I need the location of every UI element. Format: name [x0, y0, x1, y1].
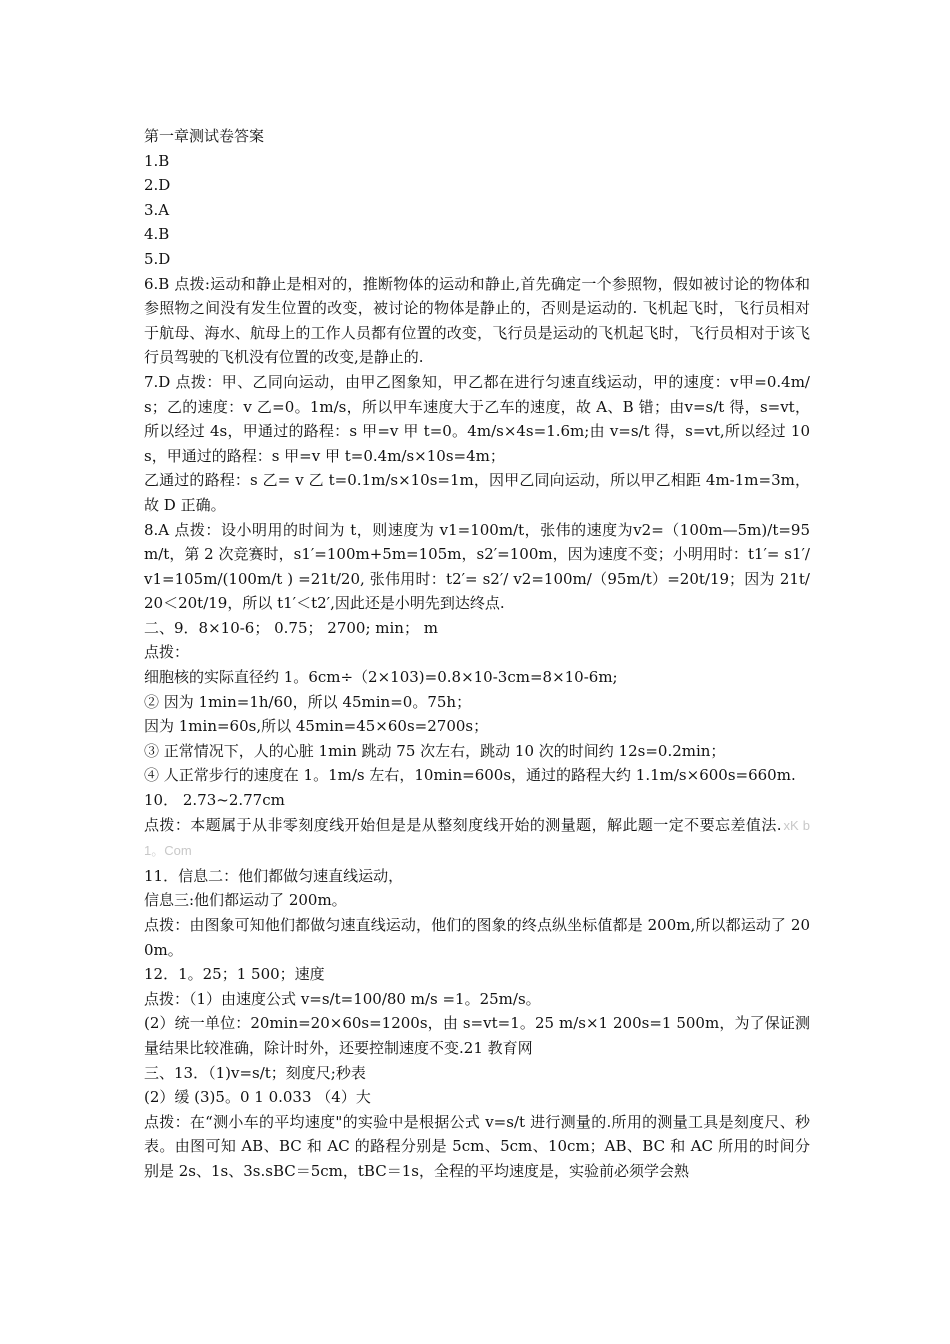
- answer-5: 5.D: [144, 249, 171, 268]
- answer-9-hint-label: 点拨：: [144, 643, 190, 662]
- answer-11-hint: 点拨：由图象可知他们都做匀速直线运动，他们的图象的终点纵坐标值都是 200m,所以都运动了 200m。: [144, 916, 810, 959]
- answer-6: 6.B 点拨:运动和静止是相对的，推断物体的运动和静止,首先确定一个参照物，假如被讨论的物体和参照物之间没有发生位置的改变，被讨论的物体是静止的，否则是运动的. 飞机起飞时，飞行员相对于航母、海水、航母上的工作人员都有位置的改变，飞行员是运动的飞机起飞时，飞行员相对于该飞行员驾驶的飞机没有位置的改变,是静止的.: [144, 274, 810, 367]
- answer-7: 7.D 点拨：甲、乙同向运动，由甲乙图象知，甲乙都在进行匀速直线运动，甲的速度：v甲=0.4m/s；乙的速度：v 乙=0。1m/s，所以甲车速度大于乙车的速度，故 A、B 错；由v=s/t 得，s=vt，所以经过 4s，甲通过的路程：s 甲=v 甲 t=0。4m/s×4s=1.6m;由 v=s/t 得，s=vt,所以经过 10s，甲通过的路程：s 甲=v 甲 t=0.4m/s×10s=4m；: [144, 372, 810, 465]
- answer-3: 3.A: [144, 200, 170, 219]
- answer-12-hint-2: (2）统一单位：20min=20×60s=1200s，由 s=vt=1。25 m/s×1 200s=1 500m，为了保证测量结果比较准确，除计时外，还要控制速度不变.21 教育网: [144, 1014, 810, 1057]
- document-title: 第一章测试卷答案: [144, 127, 265, 145]
- answer-4: 4.B: [144, 225, 170, 244]
- answer-12: 12．1。25；1 500；速度: [144, 965, 325, 984]
- answer-13-hint: 点拨：在“测小车的平均速度"的实验中是根据公式 v=s/t 进行测量的.所用的测量工具是刻度尺、秒表。由图可知 AB、BC 和 AC 的路程分别是 5cm、5cm、10cm；AB、BC 和 AC 所用的时间分别是 2s、1s、3s.sBC＝5cm，tBC＝1s，全程的平均速度是，实验前必须学会熟: [144, 1112, 810, 1180]
- answer-9-hint-1: 细胞核的实际直径约 1。6cm÷（2×103)=0.8×10-3cm=8×10-6m;: [144, 668, 618, 687]
- answer-2: 2.D: [144, 176, 171, 195]
- answer-11-info-3: 信息三:他们都运动了 200m。: [144, 891, 347, 910]
- watermark: xK b1。Com: [144, 817, 810, 859]
- answer-9: 二、9．8×10-6； 0.75； 2700; min； m: [144, 618, 438, 637]
- answer-9-hint-4: ③ 正常情况下，人的心脏 1min 跳动 75 次左右，跳动 10 次的时间约 12s=0.2min；: [144, 741, 726, 760]
- answer-13: 三、13．（1)v=s/t；刻度尺;秒表: [144, 1063, 366, 1082]
- answer-11: 11．信息二：他们都做匀速直线运动，: [144, 866, 404, 885]
- answer-9-hint-2: ② 因为 1min=1h/60，所以 45min=0。75h；: [144, 692, 472, 711]
- answer-document: [144, 124, 810, 1184]
- answer-10: 10． 2.73~2.77cm: [144, 791, 285, 810]
- answer-7-continued: 乙通过的路程：s 乙= v 乙 t=0.1m/s×10s=1m，因甲乙同向运动，所以甲乙相距 4m-1m=3m，故 D 正确。: [144, 471, 810, 514]
- answer-8: 8.A 点拨：设小明用的时间为 t，则速度为 v1=100m/t，张伟的速度为v2=（100m—5m)/t=95m/t，第 2 次竞赛时，s1′=100m+5m=105m，s2′=100m，因为速度不变；小明用时：t1′= s1′/ v1=105m/(100m/t ) =21t/20, 张伟用时：t2′= s2′/ v2=100m/（95m/t）=20t/19；因为 21t/20＜20t/19，所以 t1′＜t2′,因此还是小明先到达终点.: [144, 520, 810, 613]
- answer-10-hint: [144, 813, 810, 864]
- answer-12-hint-1: 点拨：（1）由速度公式 v=s/t=100/80 m/s =1。25m/s。: [144, 989, 541, 1008]
- answer-9-hint-3: 因为 1min=60s,所以 45min=45×60s=2700s；: [144, 717, 489, 736]
- answer-10-hint-text: 点拨：本题属于从非零刻度线开始但是是从整刻度线开始的测量题，解此题一定不要忘差值法.: [144, 815, 782, 834]
- answer-13-parts: (2）缓 (3)5。0 1 0.033 （4）大: [144, 1088, 371, 1107]
- answer-1: 1.B: [144, 151, 170, 170]
- answer-9-hint-5: ④ 人正常步行的速度在 1。1m/s 左右，10min=600s，通过的路程大约 1.1m/s×600s=660m.: [144, 766, 796, 785]
